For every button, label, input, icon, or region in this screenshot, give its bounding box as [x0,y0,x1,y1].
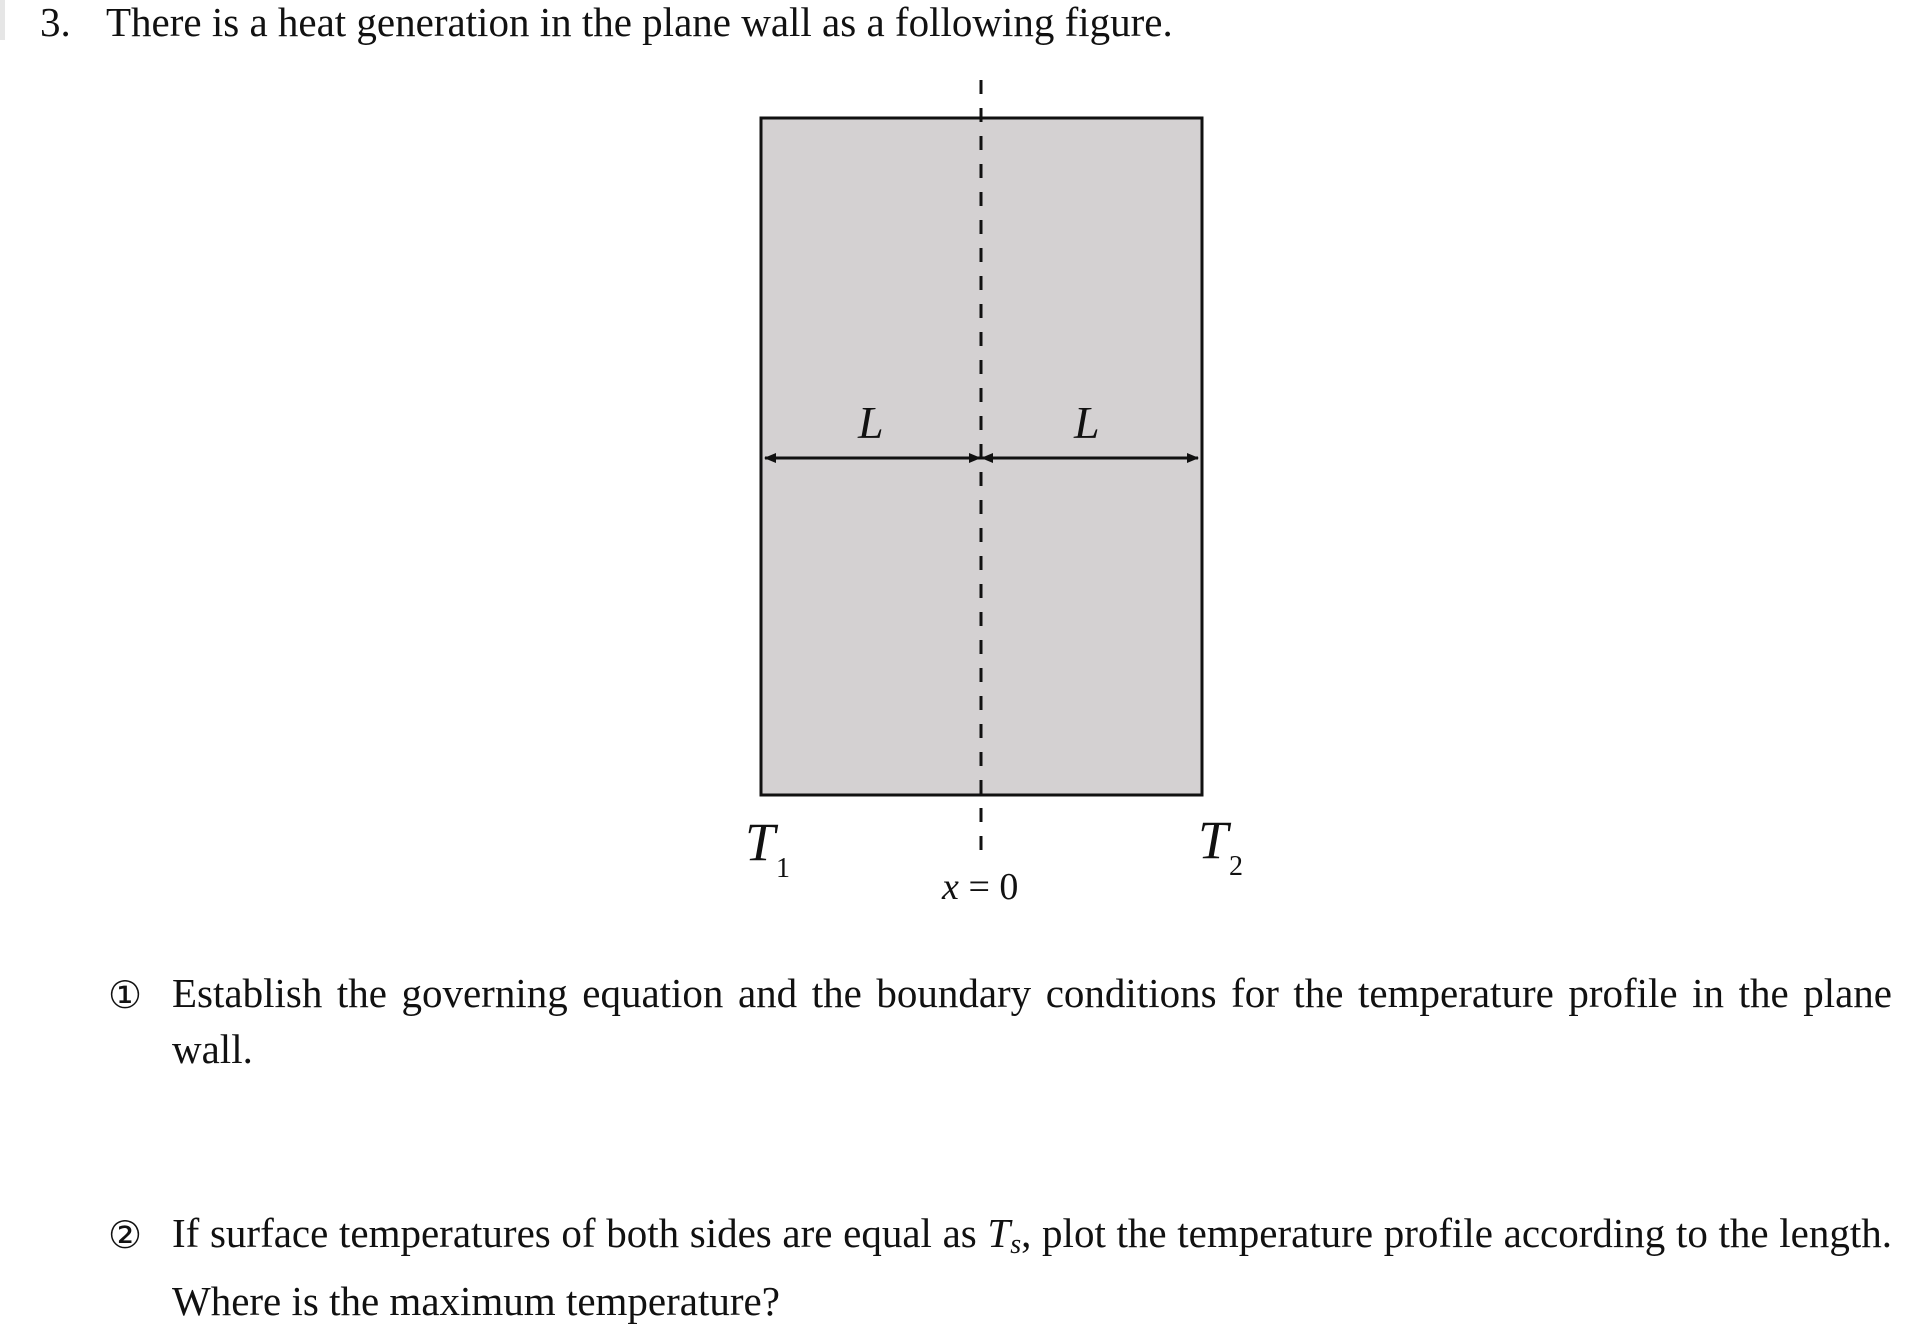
question-number: 3. [40,0,71,45]
origin-equals: = 0 [959,866,1019,908]
ts-symbol: T [987,1210,1011,1256]
item-marker-2: ② [107,1213,143,1257]
item-text-2-start: If surface temperatures of both sides are equal as [172,1210,988,1256]
item-marker-1: ① [107,973,143,1017]
list-item-2 [102,1205,1892,1329]
t2-label: T [1198,810,1229,870]
item-text-2 [172,1205,1892,1329]
t1-label: T [745,812,776,872]
ts-subscript: s [1010,1229,1022,1260]
left-length-label: L [858,397,884,448]
t1-subscript: 1 [776,853,790,884]
origin-variable: x [942,866,959,908]
question-title: There is a heat generation in the plane wall as a following figure. [106,0,1173,45]
item-text-2-end: , plot the temperature profile according to the length. Where is the maximum temperature? [172,1210,1892,1324]
list-item-1 [102,965,1892,1077]
item-text-1: Establish the governing equation and the boundary conditions for the temperature profile in the plane wall. [172,970,1892,1072]
t2-subscript: 2 [1229,851,1243,882]
right-length-label: L [1074,397,1100,448]
